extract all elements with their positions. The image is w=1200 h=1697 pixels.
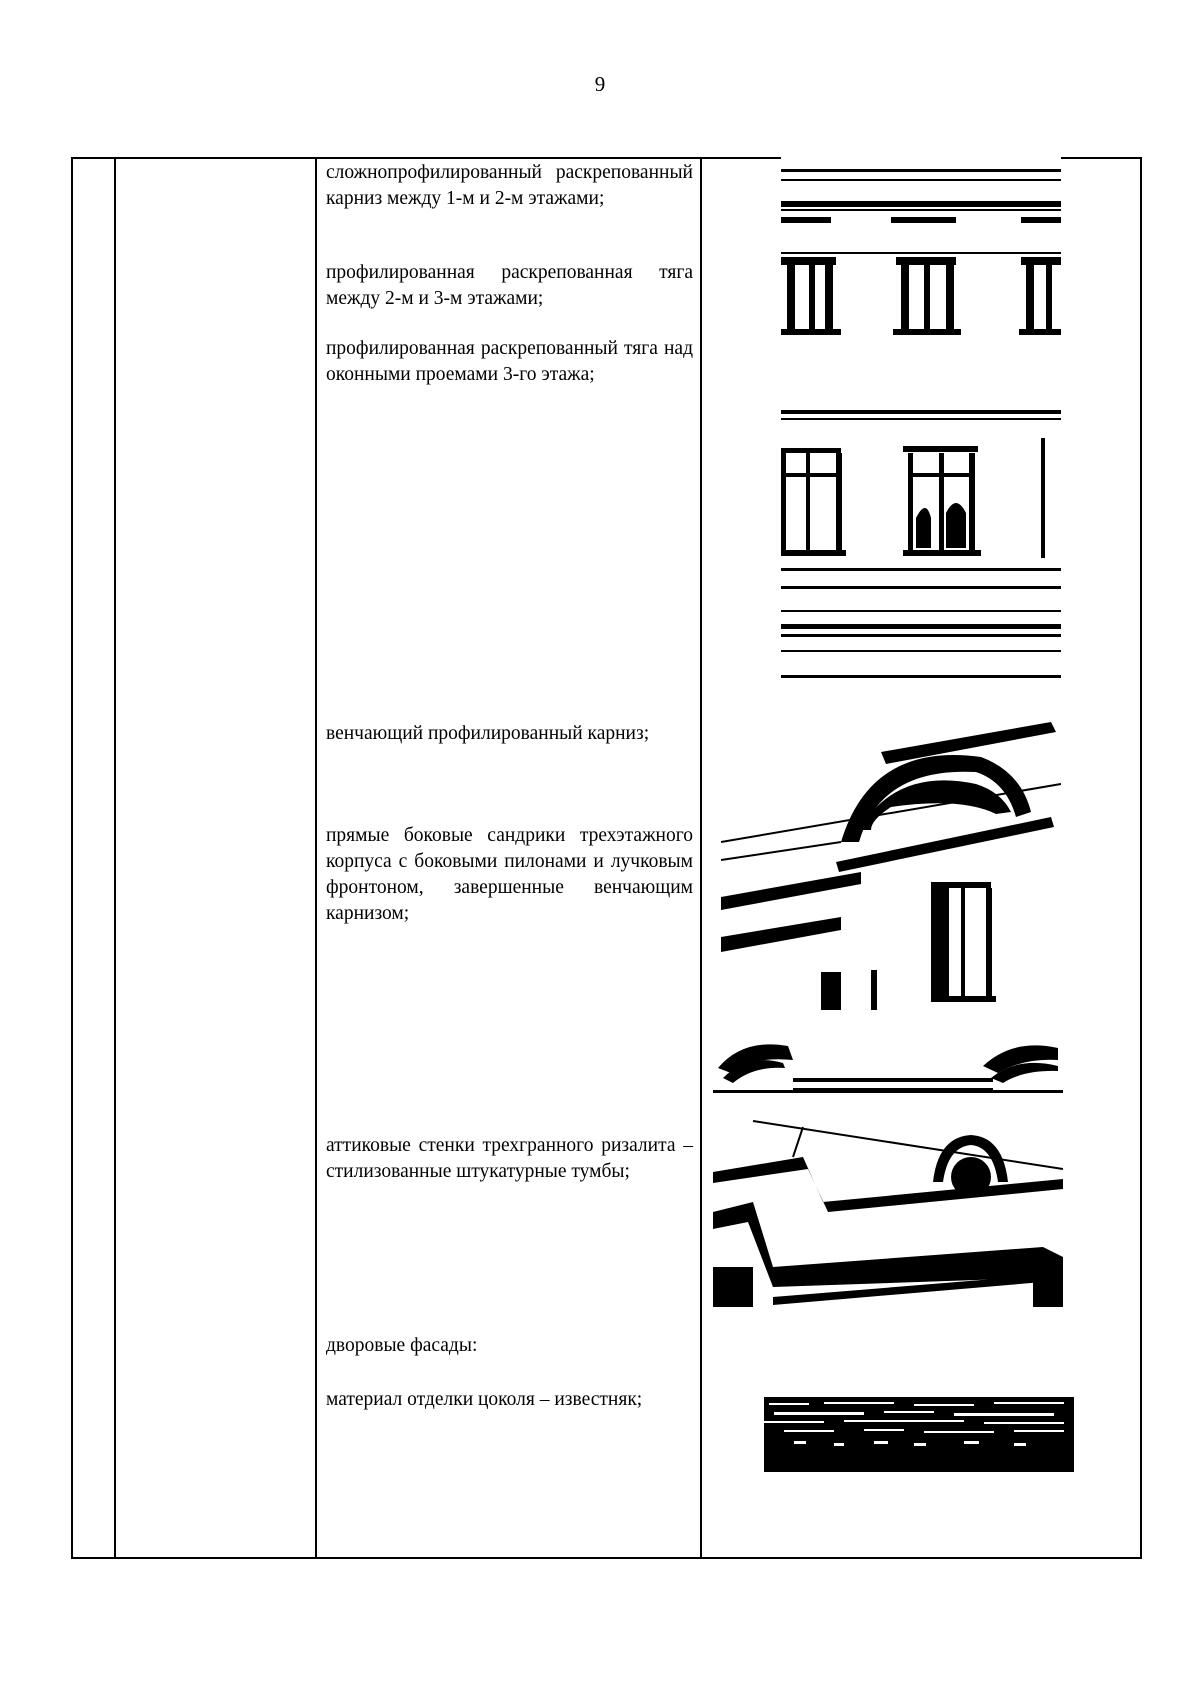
facade-photo-attic-strip <box>713 1038 1063 1096</box>
description-paragraph: профилированная раскрепованный тяга над оконными проемами 3-го этажа; <box>326 338 693 385</box>
description-paragraph: материал отделки цоколя – известняк; <box>326 1389 643 1410</box>
description-paragraph: прямые боковые сандрики трехэтажного корпуса с боковыми пилонами и лучковым фронтоном, завершенные венчающим карнизом; <box>326 825 693 924</box>
description-paragraph: профилированная раскрепованная тяга между 2-м и 3-м этажами; <box>326 262 693 309</box>
description-paragraph: венчающий профилированный карниз; <box>326 723 650 744</box>
column-divider <box>700 159 702 1557</box>
facade-photo-pediment <box>721 712 1061 1010</box>
facade-photo-attic-wall <box>713 1117 1063 1307</box>
column-divider <box>315 159 317 1557</box>
description-paragraph: дворовые фасады: <box>326 1335 478 1356</box>
plinth-limestone-photo <box>764 1397 1074 1472</box>
description-paragraph: сложнопрофилированный раскрепованный карниз между 1-м и 2-м этажами; <box>326 162 693 209</box>
page-number: 9 <box>594 72 606 96</box>
facade-photo-cornice <box>781 157 1061 339</box>
facade-photo-windows <box>781 388 1061 686</box>
column-divider <box>114 159 116 1557</box>
description-paragraph: аттиковые стенки трехгранного ризалита – стилизованные штукатурные тумбы; <box>326 1135 693 1182</box>
